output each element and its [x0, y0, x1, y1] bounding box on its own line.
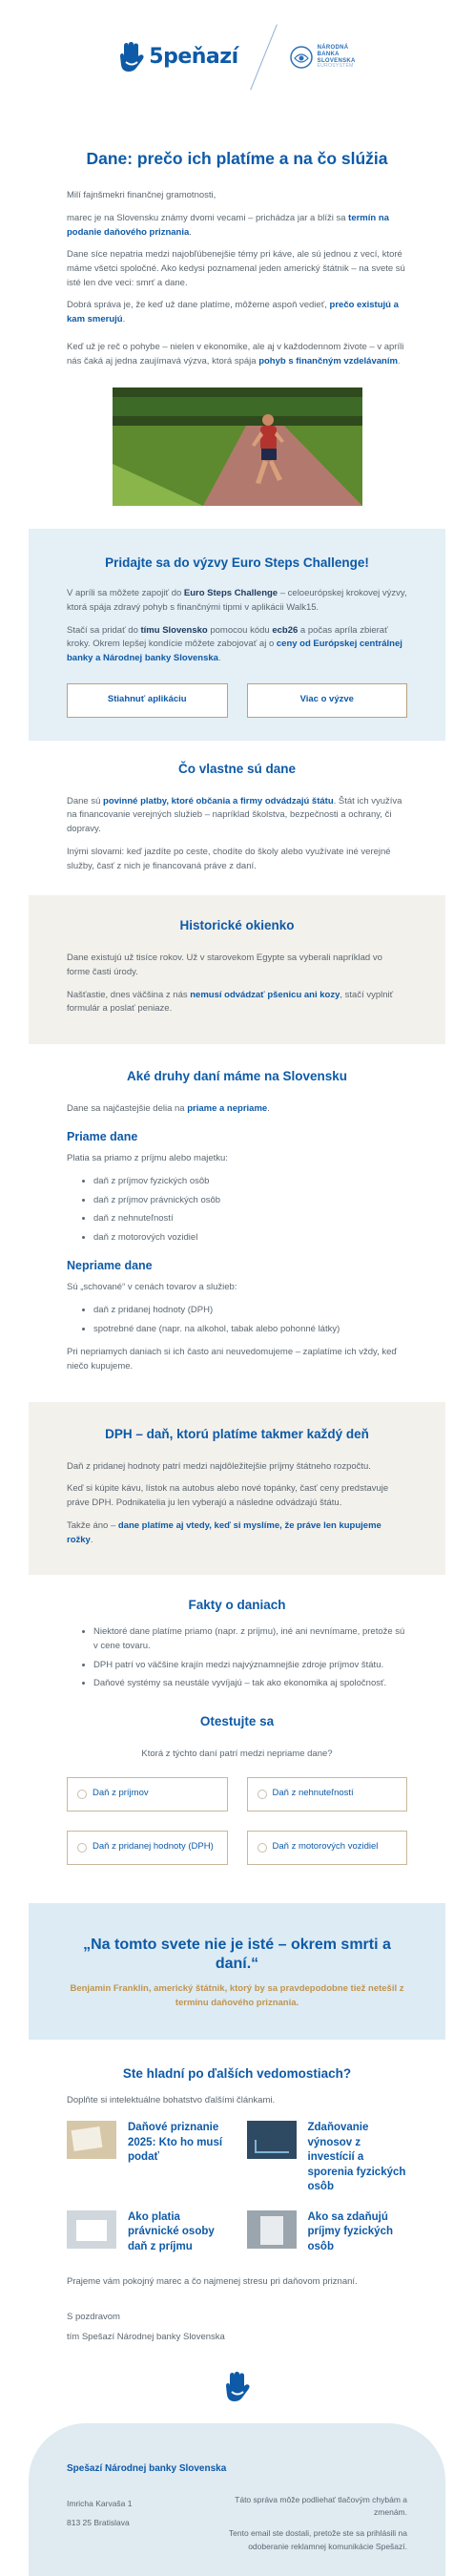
quiz-option[interactable] [247, 1831, 408, 1865]
hand-icon [118, 41, 145, 73]
text: ecb26 [272, 624, 299, 636]
quote-author: Benjamin Franklin, americký štátnik, ktorý by sa pravdepodobne tiež netešil z termínu daňového priznania. [70, 1983, 404, 2008]
text: Keď už je reč o pohybe – nielen v ekonomike, ale aj v každodennom živote – v apríli nás čaká aj jedna zaujímavá výzva, ktorá spája [67, 341, 404, 367]
article-thumbnail [67, 2210, 116, 2249]
indirect-taxes-intro: Sú „schované“ v cenách tovarov a služieb: [67, 1282, 237, 1293]
footer-area [29, 2371, 445, 2576]
more-intro: Doplňte si intelektuálne bohatstvo ďalšími článkami. [67, 2094, 276, 2105]
text: Dobrá správa je, že keď už dane platíme, môžeme aspoň vedieť, [67, 300, 330, 311]
page-title: Dane: prečo ich platíme a na čo slúžia [86, 149, 388, 168]
article-title: Ako platia právnické osoby daň z príjmu [128, 2210, 215, 2252]
footer-note: Tento email ste dostali, pretože ste sa prihlásili na odoberanie reklamnej komunikácie Spešazí. [228, 2528, 407, 2551]
rolls-link[interactable]: dane platíme aj vtedy, keď si myslíme, že práve len kupujeme rožky [67, 1519, 381, 1545]
movement-link[interactable]: pohyb s finančným vzdelávaním [258, 355, 398, 367]
intro-section [29, 189, 445, 368]
runner-photo [113, 387, 362, 506]
list-item: • daň z pridanej hodnoty (DPH) [93, 1304, 407, 1318]
list-item: • daň z motorových vozidiel [93, 1231, 407, 1246]
what-paragraph [67, 795, 407, 837]
nbs-line: SLOVENSKA [317, 57, 356, 64]
quiz-option[interactable] [67, 1777, 228, 1812]
article-title: Daňové priznanie 2025: Kto ho musí podať [128, 2122, 223, 2164]
indirect-taxes-list [93, 1304, 407, 1336]
nbs-line: BANKA [317, 51, 340, 57]
vat-paragraph: Daň z pridanej hodnoty patrí medzi najdôležitejšie príjmy štátneho rozpočtu. [67, 1460, 371, 1472]
text: Dane sa najčastejšie delia na [67, 1103, 188, 1115]
intro-paragraph: Dane síce nepatria medzi najobľúbenejšie témy pri káve, ale sú jednou z vecí, ktoré máme všetci spoločné. Ako kedysi poznamenal jeden americký štátnik – na svete sú isté len dve veci: smrť a dane. [67, 249, 405, 288]
article-card[interactable] [247, 2210, 408, 2255]
text: a počas apríla zbierať kroky. Okrem lepšej kondície môžete zabojovať aj o [67, 624, 388, 650]
closing-regards: S pozdravom [67, 2312, 120, 2323]
quiz-section [29, 1707, 445, 1903]
nbs-logo[interactable] [289, 45, 356, 70]
footer-logo [29, 2371, 445, 2409]
text: . Štát ich využíva na financovanie verejných služieb – napríklad školstva, bezpečnosti a ochrany, či dopravy. [67, 795, 402, 835]
text: V apríli sa môžete zapojiť do [67, 588, 184, 599]
text: . [122, 314, 126, 325]
list-item: • DPH patrí vo väčšine krajín medzi najvýznamnejšie zdroje príjmov štátu. [93, 1659, 407, 1673]
option-label: Daň z pridanej hodnoty (DPH) [93, 1841, 214, 1853]
footer-city: 813 25 Bratislava [67, 2518, 130, 2528]
option-label: Daň z príjmov [93, 1788, 149, 1799]
radio-icon [77, 1790, 87, 1799]
history-paragraph [67, 989, 407, 1016]
challenge-buttons [67, 683, 407, 718]
text: . [90, 1534, 93, 1545]
footer-address [67, 2494, 133, 2553]
list-item: • daň z príjmov právnických osôb [93, 1194, 407, 1208]
intro-paragraph [67, 212, 407, 240]
header [29, 0, 445, 115]
direct-taxes-heading: Priame dane [67, 1129, 138, 1143]
vat-paragraph [67, 1519, 407, 1547]
text: Euro Steps Challenge [183, 588, 278, 599]
list-item: • daň z príjmov fyzických osôb [93, 1175, 407, 1189]
facts-list [93, 1625, 407, 1691]
text: Našťastie, dnes väčšina z nás [67, 989, 191, 1000]
closing-team: tím Spešazí Národnej banky Slovenska [67, 2331, 225, 2342]
types-section [29, 1044, 445, 1402]
direct-indirect-link[interactable]: priame a nepriame [187, 1103, 268, 1115]
intro-paragraph [67, 341, 407, 368]
vat-title: DPH – daň, ktorú platíme takmer každý deň [105, 1426, 369, 1441]
radio-icon [258, 1790, 267, 1799]
5penazi-logo[interactable] [118, 41, 237, 73]
types-title: Aké druhy daní máme na Slovensku [126, 1069, 348, 1084]
footer-note: Táto správa môže podliehať tlačovým chybám a zmenám. [235, 2494, 407, 2518]
text: . [189, 226, 192, 238]
nbs-line: EUROSYSTÉM [317, 63, 354, 70]
list-item: • Daňové systémy sa neustále vyvíjajú – tak ako ekonomika aj spoločnosť. [93, 1677, 407, 1691]
quiz-title: Otestujte sa [199, 1714, 275, 1729]
download-app-button[interactable]: Stiahnuť aplikáciu [67, 683, 228, 718]
what-paragraph: Inými slovami: keď jazdíte po ceste, chodíte do školy alebo využívate iné verejné služby, časť z nich je financovaná práve z daní. [67, 846, 391, 871]
footer-notes [207, 2494, 407, 2553]
nbs-wordmark [318, 45, 356, 70]
article-thumbnail [247, 2210, 297, 2249]
quiz-option[interactable] [247, 1777, 408, 1812]
direct-taxes-list [93, 1175, 407, 1246]
article-title: Zdaňovanie výnosov z investícií a sporenia fyzických osôb [307, 2122, 406, 2193]
types-intro [67, 1102, 407, 1117]
article-thumbnail [67, 2121, 116, 2159]
text: – celoeurópskej krokovej výzvy, ktorá spája zdravý pohyb s finančnými tipmi v aplikácii Walk15. [67, 588, 407, 613]
vat-paragraph: Keď si kúpite kávu, lístok na autobus alebo nové topánky, časť ceny predstavuje práve DPH. Podnikatelia ju len vyberajú a následne odvádzajú štátu. [67, 1483, 389, 1509]
footer-street: Imricha Karvaša 1 [67, 2498, 133, 2508]
footer [29, 2423, 445, 2576]
direct-taxes-intro: Platia sa priamo z príjmu alebo majetku: [67, 1153, 228, 1164]
text: . [217, 653, 221, 664]
history-section [29, 895, 445, 1044]
article-thumbnail [247, 2121, 297, 2159]
quiz-option[interactable] [67, 1831, 228, 1865]
footer-org: Spešazí Národnej banky Slovenska [67, 2463, 227, 2475]
why-taxes-link[interactable]: prečo existujú a kam smerujú [67, 300, 399, 325]
list-item: • daň z nehnuteľností [93, 1212, 407, 1226]
logo-text: 5peňazí [149, 44, 238, 69]
nbs-emblem-icon [289, 45, 314, 70]
more-about-challenge-button[interactable]: Viac o výzve [247, 683, 408, 718]
text: pomocou kódu [207, 624, 273, 636]
vat-section [29, 1402, 445, 1576]
text: Stačí sa pridať do [67, 624, 141, 636]
option-label: Daň z nehnuteľností [272, 1788, 354, 1799]
text: , stačí vyplniť formulár a poslať peniaze. [67, 989, 394, 1015]
article-title: Ako sa zdaňujú príjmy fyzických osôb [307, 2210, 393, 2252]
footer-columns [67, 2494, 407, 2553]
wheat-goats-link[interactable]: nemusí odvádzať pšenicu ani kozy [190, 989, 340, 1000]
intro-paragraph [67, 299, 407, 326]
facts-section [29, 1575, 445, 1707]
indirect-taxes-heading: Nepriame dane [67, 1258, 153, 1272]
facts-title: Fakty o daniach [188, 1598, 286, 1613]
nbs-line: NÁRODNÁ [317, 44, 349, 51]
history-title: Historické okienko [179, 918, 295, 933]
quote-section [29, 1903, 445, 2040]
radio-icon [258, 1843, 267, 1853]
history-paragraph: Dane existujú už tisíce rokov. Už v starovekom Egypte sa vyberali napríklad vo forme časti úrody. [67, 953, 382, 977]
article-card[interactable] [67, 2210, 228, 2255]
article-grid [67, 2121, 407, 2254]
quiz-question: Ktorá z týchto daní patrí medzi nepriame dane? [141, 1748, 333, 1759]
more-title: Ste hladní po ďalších vedomostiach? [122, 2065, 352, 2081]
text: tímu Slovensko [140, 624, 208, 636]
prizes-link[interactable]: ceny od Európskej centrálnej banky a Národnej banky Slovenska [67, 639, 402, 664]
email-body [29, 0, 445, 2576]
runner-illustration [113, 387, 362, 506]
text: Takže áno – [67, 1519, 118, 1531]
text: Dane sú [67, 795, 104, 806]
list-item: • spotrebné dane (napr. na alkohol, tabak alebo pohonné látky) [93, 1323, 407, 1337]
text: . [267, 1103, 270, 1115]
list-item: • Niektoré dane platíme priamo (napr. z príjmu), iné ani nevnímame, pretože sú v cene tovaru. [93, 1625, 407, 1653]
mandatory-payments-link[interactable]: povinné platby, ktoré občania a firmy odvádzajú štátu [103, 795, 334, 806]
types-outro: Pri nepriamych daniach si ich často ani neuvedomujeme – zaplatíme ich vždy, keď niečo kupujeme. [67, 1347, 398, 1372]
challenge-paragraph [67, 624, 407, 666]
text: marec je na Slovensku známy dvomi vecami – prichádza jar a blíži sa [67, 212, 349, 223]
option-label: Daň z motorových vozidiel [272, 1841, 379, 1853]
challenge-paragraph [67, 587, 407, 615]
deadline-link[interactable]: termín na podanie daňového priznania [67, 212, 389, 238]
radio-icon [77, 1843, 87, 1853]
quote-text: „Na tomto svete nie je isté – okrem smrti a daní.“ [83, 1936, 391, 1973]
more-section [29, 2040, 445, 2361]
article-card[interactable] [247, 2121, 408, 2195]
quiz-options [67, 1777, 407, 1865]
challenge-section [29, 529, 445, 741]
closing-wish: Prajeme vám pokojný marec a čo najmenej stresu pri daňovom priznaní. [67, 2276, 358, 2288]
what-section [29, 741, 445, 896]
header-divider [250, 25, 278, 91]
challenge-title: Pridajte sa do výzvy Euro Steps Challenge! [105, 555, 369, 571]
article-card[interactable] [67, 2121, 228, 2195]
what-title: Čo vlastne sú dane [177, 761, 297, 776]
greeting: Milí fajnšmekri finančnej gramotnosti, [67, 190, 216, 201]
hand-icon [224, 2371, 251, 2403]
text: . [397, 355, 401, 367]
